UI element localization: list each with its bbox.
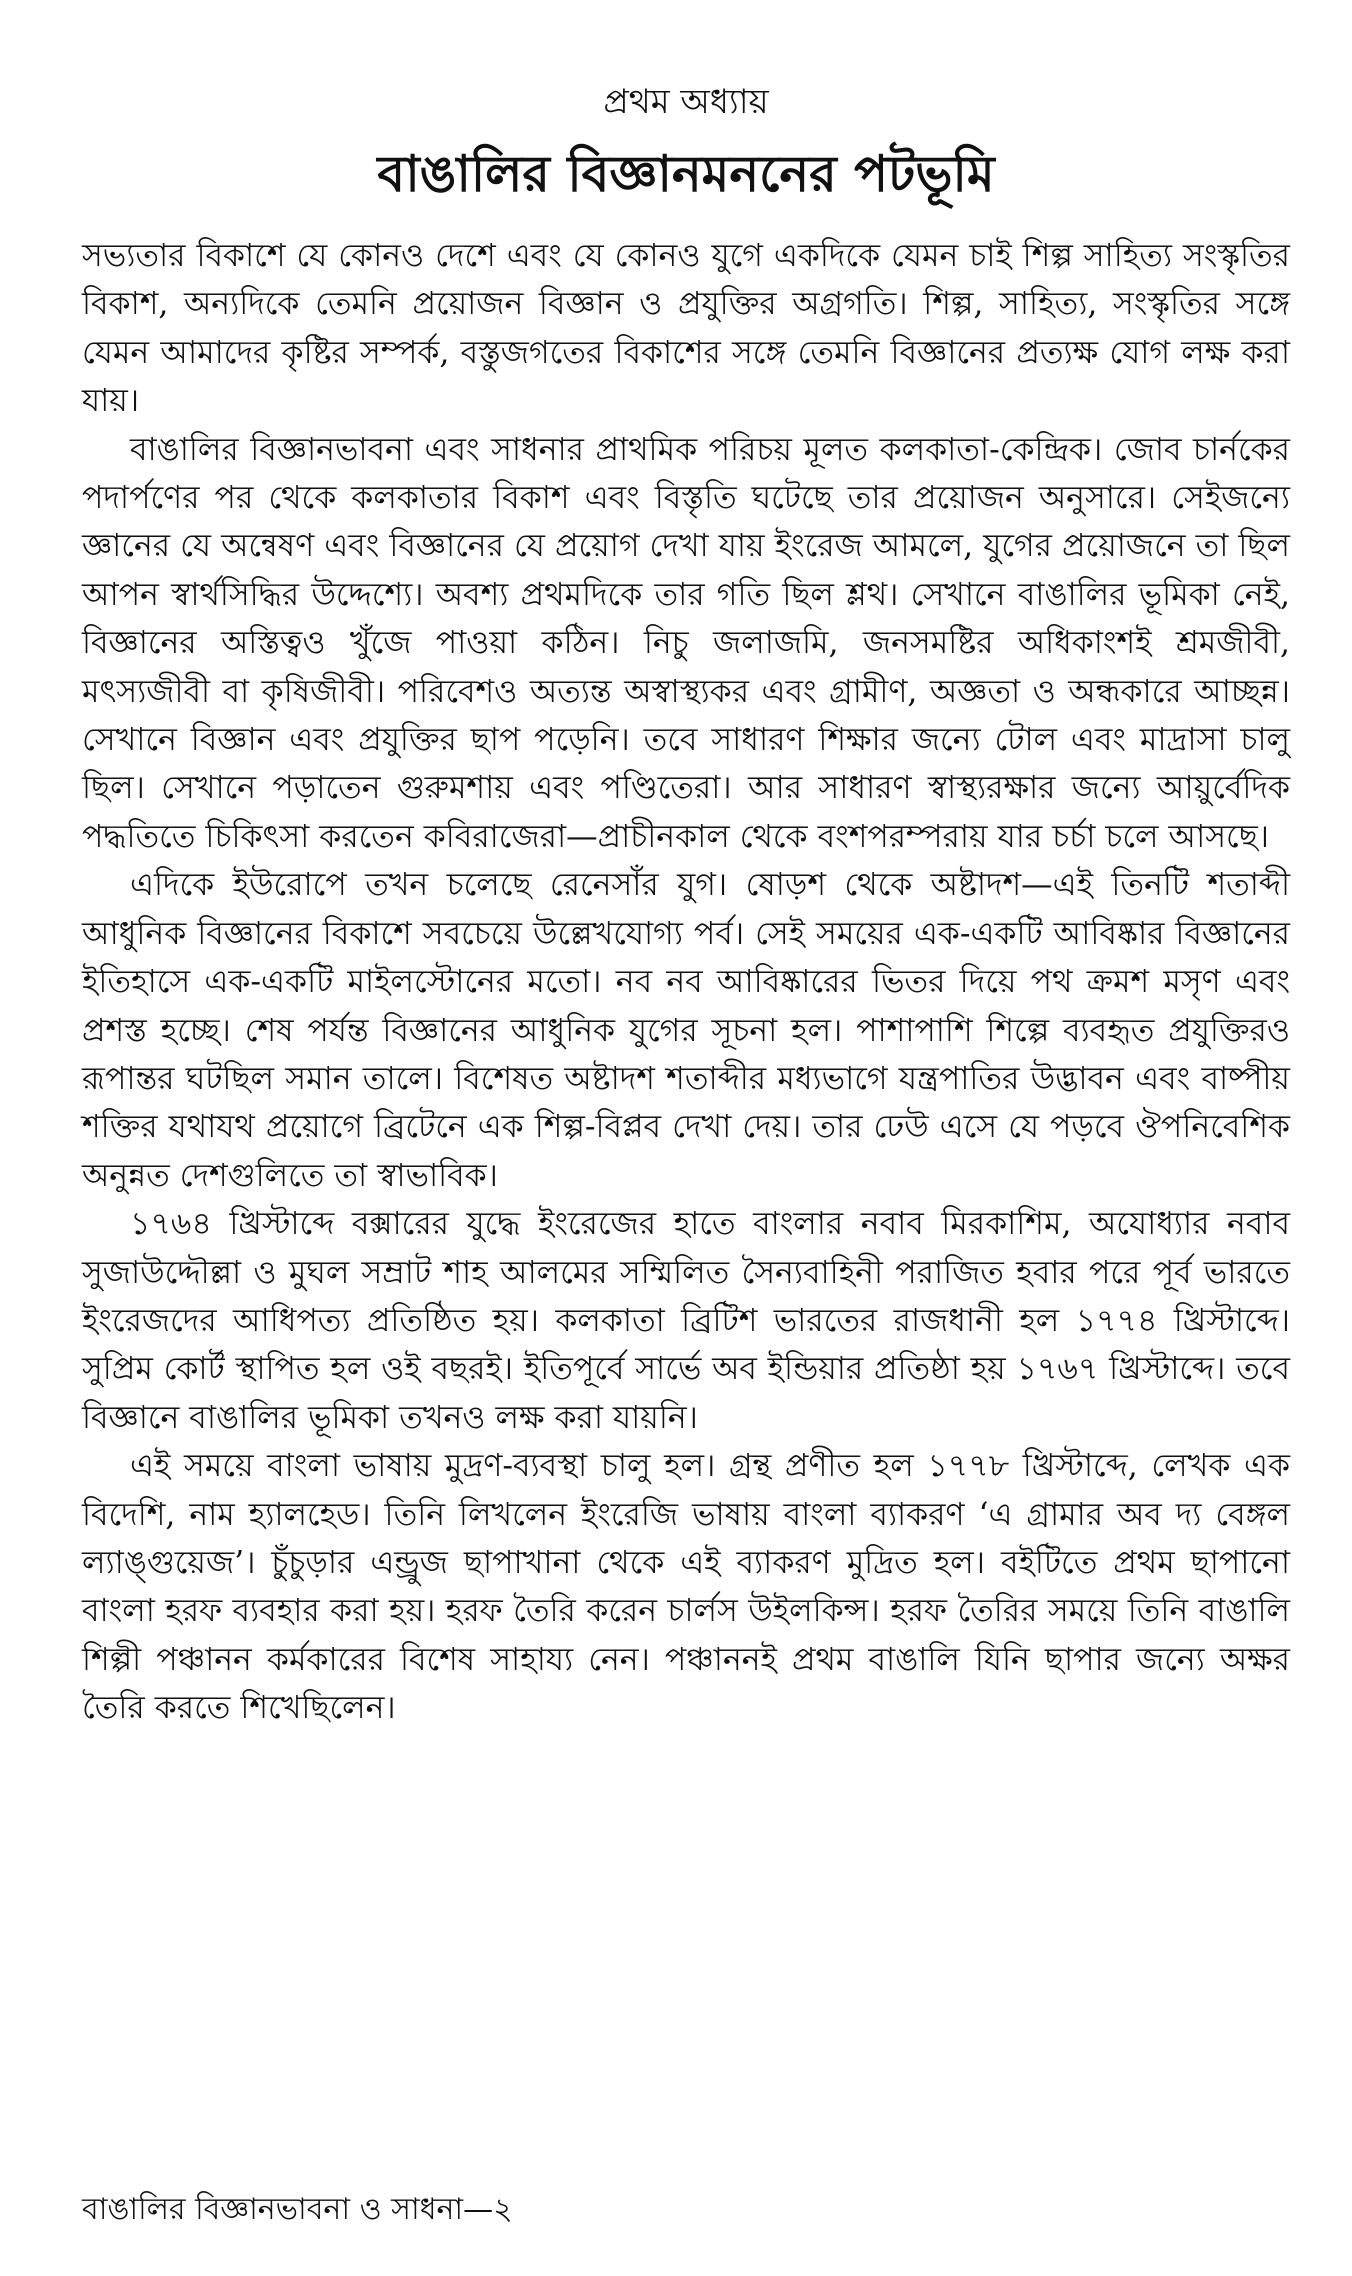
body-text bbox=[82, 232, 1290, 1733]
paragraph: এই সময়ে বাংলা ভাষায় মুদ্রণ-ব্যবস্থা চালু হল। গ্রন্থ প্রণীত হল ১৭৭৮ খ্রিস্টাব্দে, লেখক এক বিদেশি, নাম হ্যালহেড। তিনি লিখলেন ইংরেজি ভাষায় বাংলা ব্যাকরণ ‘এ গ্রামার অব দ্য বেঙ্গল ল্যাঙ্গুয়েজ’। চুঁচুড়ার এন্ড্রুজ ছাপাখানা থেকে এই ব্যাকরণ মুদ্রিত হল। বইটিতে প্রথম ছাপানো বাংলা হরফ ব্যবহার করা হয়। হরফ তৈরি করেন চার্লস উইলকিন্স। হরফ তৈরির সময়ে তিনি বাঙালি শিল্পী পঞ্চানন কর্মকারের বিশেষ সাহায্য নেন। পঞ্চাননই প্রথম বাঙালি যিনি ছাপার জন্যে অক্ষর তৈরি করতে শিখেছিলেন। bbox=[82, 1448, 1290, 1727]
chapter-number: প্রথম অধ্যায় bbox=[603, 82, 769, 122]
paragraph: এদিকে ইউরোপে তখন চলেছে রেনেসাঁর যুগ। ষোড়শ থেকে অষ্টাদশ—এই তিনটি শতাব্দী আধুনিক বিজ্ঞানের বিকাশে সবচেয়ে উল্লেখযোগ্য পর্ব। সেই সময়ের এক-একটি আবিষ্কার বিজ্ঞানের ইতিহাসে এক-একটি মাইলস্টোনের মতো। নব নব আবিষ্কারের ভিতর দিয়ে পথ ক্রমশ মসৃণ এবং প্রশস্ত হচ্ছে। শেষ পর্যন্ত বিজ্ঞানের আধুনিক যুগের সূচনা হল। পাশাপাশি শিল্পে ব্যবহৃত প্রযুক্তিরও রূপান্তর ঘটছিল সমান তালে। বিশেষত অষ্টাদশ শতাব্দীর মধ্যভাগে যন্ত্রপাতির উদ্ভাবন এবং বাষ্পীয় শক্তির যথাযথ প্রয়োগে ব্রিটেনে এক শিল্প-বিপ্লব দেখা দেয়। তার ঢেউ এসে যে পড়বে ঔপনিবেশিক অনুন্নত দেশগুলিতে তা স্বাভাবিক। bbox=[82, 867, 1290, 1194]
running-footer: বাঙালির বিজ্ঞানভাবনা ও সাধনা—২ bbox=[82, 2192, 513, 2227]
paragraph: বাঙালির বিজ্ঞানভাবনা এবং সাধনার প্রাথমিক পরিচয় মূলত কলকাতা-কেন্দ্রিক। জোব চার্নকের পদার্পণের পর থেকে কলকাতার বিকাশ এবং বিস্তৃতি ঘটেছে তার প্রয়োজন অনুসারে। সেইজন্যে জ্ঞানের যে অন্বেষণ এবং বিজ্ঞানের যে প্রয়োগ দেখা যায় ইংরেজ আমলে, যুগের প্রয়োজনে তা ছিল আপন স্বার্থসিদ্ধির উদ্দেশ্যে। অবশ্য প্রথমদিকে তার গতি ছিল শ্লথ। সেখানে বাঙালির ভূমিকা নেই, বিজ্ঞানের অস্তিত্বও খুঁজে পাওয়া কঠিন। নিচু জলাজমি, জনসমষ্টির অধিকাংশই শ্রমজীবী, মৎস্যজীবী বা কৃষিজীবী। পরিবেশও অত্যন্ত অস্বাস্থ্যকর এবং গ্রামীণ, অজ্ঞতা ও অন্ধকারে আচ্ছন্ন। সেখানে বিজ্ঞান এবং প্রযুক্তির ছাপ পড়েনি। তবে সাধারণ শিক্ষার জন্যে টোল এবং মাদ্রাসা চালু ছিল। সেখানে পড়াতেন গুরুমশায় এবং পণ্ডিতেরা। আর সাধারণ স্বাস্থ্যরক্ষার জন্যে আয়ুর্বেদিক পদ্ধতিতে চিকিৎসা করতেন কবিরাজেরা—প্রাচীনকাল থেকে বংশপরম্পরায় যার চর্চা চলে আসছে। bbox=[82, 431, 1290, 855]
chapter-title: বাঙালির বিজ্ঞানমননের পটভূমি bbox=[377, 144, 995, 203]
paragraph: সভ্যতার বিকাশে যে কোনও দেশে এবং যে কোনও যুগে একদিকে যেমন চাই শিল্প সাহিত্য সংস্কৃতির বিকাশ, অন্যদিকে তেমনি প্রয়োজন বিজ্ঞান ও প্রযুক্তির অগ্রগতি। শিল্প, সাহিত্য, সংস্কৃতির সঙ্গে যেমন আমাদের কৃষ্টির সম্পর্ক, বস্তুজগতের বিকাশের সঙ্গে তেমনি বিজ্ঞানের প্রত্যক্ষ যোগ লক্ষ করা যায়। bbox=[82, 238, 1290, 420]
paragraph: ১৭৬৪ খ্রিস্টাব্দে বক্সারের যুদ্ধে ইংরেজের হাতে বাংলার নবাব মিরকাশিম, অযোধ্যার নবাব সুজাউদ্দৌল্লা ও মুঘল সম্রাট শাহ আলমের সম্মিলিত সৈন্যবাহিনী পরাজিত হবার পরে পূর্ব ভারতে ইংরেজদের আধিপত্য প্রতিষ্ঠিত হয়। কলকাতা ব্রিটিশ ভারতের রাজধানী হল ১৭৭৪ খ্রিস্টাব্দে। সুপ্রিম কোর্ট স্থাপিত হল ওই বছরই। ইতিপূর্বে সার্ভে অব ইন্ডিয়ার প্রতিষ্ঠা হয় ১৭৬৭ খ্রিস্টাব্দে। তবে বিজ্ঞানে বাঙালির ভূমিকা তখনও লক্ষ করা যায়নি। bbox=[82, 1206, 1290, 1436]
